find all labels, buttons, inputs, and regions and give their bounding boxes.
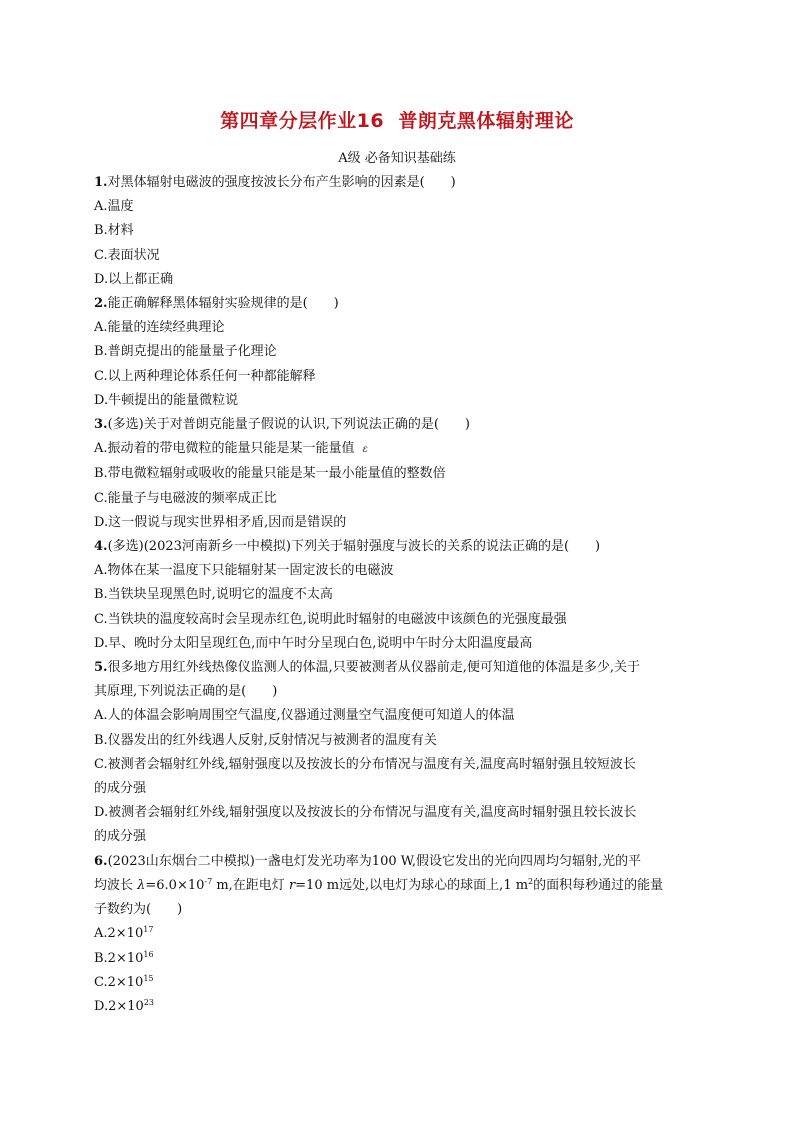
epsilon-symbol: ε	[362, 444, 368, 456]
question-6-option-b	[94, 947, 704, 971]
question-5-option-d: D.被测者会辐射红外线,辐射强度以及按波长的分布情况与温度有关,温度高时辐射强且较长波长	[94, 805, 637, 821]
question-6-stem-cont-2: 子数约为( )	[94, 902, 183, 918]
question-4-option-b: B.当铁块呈现黑色时,说明它的温度不太高	[94, 587, 333, 603]
stem-fragment: m,在距电灯	[212, 877, 289, 893]
question-3-option-d: D.这一假说与现实世界相矛盾,因而是错误的	[94, 514, 347, 530]
question-1-option-b: B.材料	[94, 223, 134, 239]
question-text: 对黑体辐射电磁波的强度按波长分布产生影响的因素是( )	[107, 175, 456, 190]
question-text: 很多地方用红外线热像仪监测人的体温,只要被测者从仪器前走,便可知道他的体温是多少,关于	[107, 660, 640, 676]
question-text: (2023山东烟台二中模拟)一盏电灯发光功率为100 W,假设它发出的光向四周均匀辐射,光的平	[107, 853, 642, 869]
option-text: B.2×10	[94, 950, 144, 966]
question-number: 6.	[94, 853, 108, 869]
question-3-stem	[94, 413, 704, 437]
question-number: 2.	[94, 296, 108, 312]
question-3-option-a	[94, 437, 704, 462]
exponent: -7	[204, 876, 213, 886]
question-6-option-a	[94, 922, 704, 946]
question-2-option-d: D.牛顿提出的能量微粒说	[94, 392, 239, 408]
question-text: 能正确解释黑体辐射实验规律的是( )	[107, 296, 339, 312]
question-5-option-b: B.仪器发出的红外线遇人反射,反射情况与被测者的温度有关	[94, 732, 437, 748]
question-4-option-a: A.物体在某一温度下只能辐射某一固定波长的电磁波	[94, 563, 394, 579]
question-1-option-d: D.以上都正确	[94, 271, 174, 287]
level-heading: A级 必备知识基础练	[338, 151, 456, 166]
stem-fragment: =10 m远处,以电灯为球心的球面上,1 m	[295, 877, 529, 893]
exponent: 2	[528, 876, 534, 886]
question-4-stem	[94, 535, 704, 559]
stem-fragment: 的面积每秒通过的能量	[533, 877, 664, 893]
question-6-stem	[94, 850, 704, 874]
question-2-stem	[94, 292, 704, 316]
question-5-option-c-cont: 的成分强	[94, 781, 147, 797]
question-text: (多选)关于对普朗克能量子假说的认识,下列说法正确的是( )	[107, 417, 470, 433]
exponent: 23	[143, 997, 154, 1007]
r-symbol: r	[288, 877, 296, 893]
question-6-option-c	[94, 971, 704, 995]
lambda-symbol: λ	[137, 877, 146, 893]
question-list	[94, 171, 704, 1019]
option-text: C.2×10	[94, 974, 144, 990]
question-5-stem-cont: 其原理,下列说法正确的是( )	[94, 684, 278, 700]
question-number: 1.	[94, 175, 108, 190]
question-5-stem	[94, 656, 704, 680]
question-number: 5.	[94, 660, 108, 676]
exponent: 15	[143, 973, 154, 983]
question-5-option-c: C.被测者会辐射红外线,辐射强度以及按波长的分布情况与温度有关,温度高时辐射强且较短波长	[94, 756, 636, 772]
stem-fragment: =6.0×10	[145, 877, 205, 893]
exponent: 16	[143, 949, 154, 959]
question-6-option-d	[94, 995, 704, 1019]
question-number: 3.	[94, 417, 108, 433]
option-text: A.振动着的带电微粒的能量只能是某一能量值	[94, 441, 355, 457]
question-text: (多选)(2023河南新乡一中模拟)下列关于辐射强度与波长的关系的说法正确的是( )	[107, 539, 601, 555]
question-number: 4.	[94, 539, 108, 555]
exponent: 17	[143, 925, 154, 935]
stem-fragment: 均波长	[94, 877, 138, 893]
question-1-option-a: A.温度	[94, 199, 134, 215]
question-1-option-c: C.表面状况	[94, 247, 160, 263]
question-2-option-b: B.普朗克提出的能量量子化理论	[94, 344, 277, 360]
option-text: A.2×10	[94, 926, 144, 942]
question-4-option-c: C.当铁块的温度较高时会呈现赤红色,说明此时辐射的电磁波中该颜色的光强度最强	[94, 611, 567, 627]
question-4-option-d: D.早、晚时分太阳呈现红色,而中午时分呈现白色,说明中午时分太阳温度最高	[94, 635, 533, 651]
question-3-option-c: C.能量子与电磁波的频率成正比	[94, 490, 277, 506]
question-6-stem-cont	[94, 874, 704, 898]
question-3-option-b: B.带电微粒辐射或吸收的能量只能是某一最小能量值的整数倍	[94, 466, 446, 482]
option-text: D.2×10	[94, 998, 144, 1014]
question-2-option-a: A.能量的连续经典理论	[94, 320, 225, 336]
page-title: 第四章分层作业16 普朗克黑体辐射理论	[220, 110, 574, 132]
question-5-option-d-cont: 的成分强	[94, 829, 147, 845]
question-2-option-c: C.以上两种理论体系任何一种都能解释	[94, 368, 316, 384]
question-5-option-a: A.人的体温会影响周围空气温度,仪器通过测量空气温度便可知道人的体温	[94, 708, 515, 724]
question-1-stem	[94, 171, 704, 195]
